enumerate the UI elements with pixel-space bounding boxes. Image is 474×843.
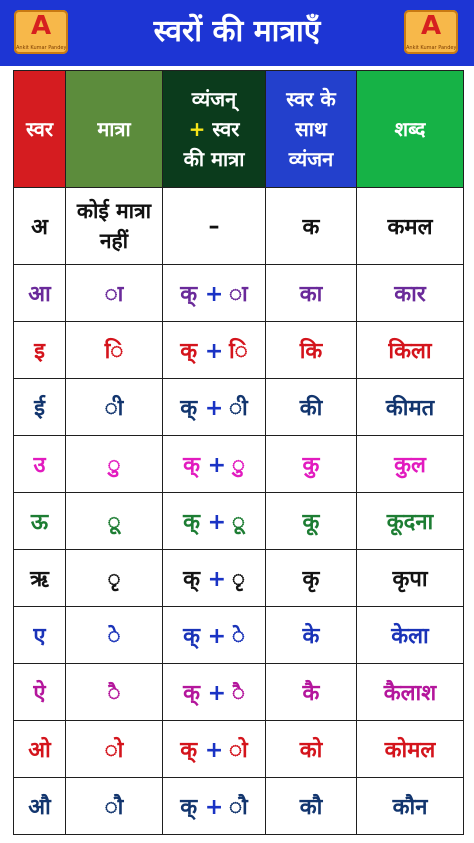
brand-logo-right: [404, 10, 458, 54]
cell-combo: [163, 778, 266, 835]
combo-consonant: क्: [183, 510, 200, 535]
combo-consonant: क्: [183, 624, 200, 649]
cell-word: कार: [357, 265, 464, 322]
cell-word: कुल: [357, 436, 464, 493]
title-banner: [0, 0, 474, 66]
cell-letter: कू: [266, 493, 357, 550]
combo-consonant: क्: [180, 396, 198, 421]
table-row: [14, 721, 464, 778]
header-consonant-with-vowel: स्वर के साथ व्यंजन: [266, 71, 357, 188]
cell-word: किला: [357, 322, 464, 379]
cell-swar: आ: [14, 265, 66, 322]
cell-matra: ौ: [66, 778, 163, 835]
table-row: [14, 436, 464, 493]
cell-combo: [163, 436, 266, 493]
combo-consonant: क्: [183, 567, 200, 592]
combo-consonant: क्: [180, 738, 198, 763]
cell-swar: अ: [14, 188, 66, 265]
plus-sign: +: [207, 567, 227, 592]
plus-sign: +: [204, 795, 224, 820]
cell-matra: कोई मात्रा नहीं: [66, 188, 163, 265]
cell-combo: [163, 265, 266, 322]
logo-brand-text: Ankit Kumar Pandey: [16, 45, 66, 51]
table-row: [14, 664, 464, 721]
cell-combo: [163, 493, 266, 550]
page-title: स्वरों की मात्राएँ: [153, 14, 321, 49]
table-row: [14, 607, 464, 664]
cell-swar: ई: [14, 379, 66, 436]
header-swar: स्वर: [14, 71, 66, 188]
cell-combo: [163, 379, 266, 436]
cell-combo: [163, 607, 266, 664]
cell-letter: कि: [266, 322, 357, 379]
cell-combo: [163, 322, 266, 379]
cell-letter: का: [266, 265, 357, 322]
cell-word: कमल: [357, 188, 464, 265]
cell-word: कौन: [357, 778, 464, 835]
table-row: [14, 550, 464, 607]
cell-letter: के: [266, 607, 357, 664]
matra-table: [13, 70, 464, 835]
brand-logo-left: [14, 10, 68, 54]
cell-combo: [163, 721, 266, 778]
cell-combo: –: [163, 188, 266, 265]
plus-sign: +: [207, 453, 227, 478]
cell-letter: कौ: [266, 778, 357, 835]
table-row: [14, 265, 464, 322]
cell-swar: इ: [14, 322, 66, 379]
header-matra: मात्रा: [66, 71, 163, 188]
table-row: [14, 778, 464, 835]
cell-matra: ै: [66, 664, 163, 721]
plus-sign: +: [207, 624, 227, 649]
cell-letter: क: [266, 188, 357, 265]
combo-consonant: क्: [183, 453, 200, 478]
plus-sign: +: [204, 396, 224, 421]
cell-matra: ु: [66, 436, 163, 493]
cell-letter: की: [266, 379, 357, 436]
cell-swar: ओ: [14, 721, 66, 778]
cell-word: कोमल: [357, 721, 464, 778]
cell-combo: [163, 550, 266, 607]
cell-matra: ि: [66, 322, 163, 379]
table-header-row: [14, 71, 464, 188]
combo-consonant: क्: [180, 795, 198, 820]
plus-sign: +: [204, 282, 224, 307]
cell-letter: कु: [266, 436, 357, 493]
cell-matra: ी: [66, 379, 163, 436]
cell-swar: औ: [14, 778, 66, 835]
cell-matra: ा: [66, 265, 163, 322]
cell-letter: कै: [266, 664, 357, 721]
combo-consonant: क्: [183, 681, 200, 706]
plus-sign: +: [188, 117, 206, 141]
cell-matra: े: [66, 607, 163, 664]
plus-sign: +: [207, 510, 227, 535]
plus-sign: +: [204, 339, 224, 364]
logo-brand-text: Ankit Kumar Pandey: [406, 45, 456, 51]
header-consonant-plus-matra: व्यंजन् + स्वर की मात्रा: [163, 71, 266, 188]
cell-combo: [163, 664, 266, 721]
cell-letter: को: [266, 721, 357, 778]
cell-swar: उ: [14, 436, 66, 493]
cell-swar: ए: [14, 607, 66, 664]
cell-swar: ऋ: [14, 550, 66, 607]
cell-matra: ृ: [66, 550, 163, 607]
table-row: [14, 493, 464, 550]
plus-sign: +: [204, 738, 224, 763]
cell-word: कृपा: [357, 550, 464, 607]
combo-consonant: क्: [180, 339, 198, 364]
cell-word: कीमत: [357, 379, 464, 436]
header-word: शब्द: [357, 71, 464, 188]
plus-sign: +: [207, 681, 227, 706]
cell-word: कैलाश: [357, 664, 464, 721]
combo-consonant: क्: [180, 282, 198, 307]
cell-swar: ऊ: [14, 493, 66, 550]
cell-letter: कृ: [266, 550, 357, 607]
cell-swar: ऐ: [14, 664, 66, 721]
logo-mark: A: [31, 11, 52, 41]
cell-word: कूदना: [357, 493, 464, 550]
logo-mark: A: [421, 11, 442, 41]
cell-matra: ू: [66, 493, 163, 550]
table-row: [14, 322, 464, 379]
table-row: [14, 379, 464, 436]
cell-matra: ो: [66, 721, 163, 778]
cell-word: केला: [357, 607, 464, 664]
table-row: [14, 188, 464, 265]
